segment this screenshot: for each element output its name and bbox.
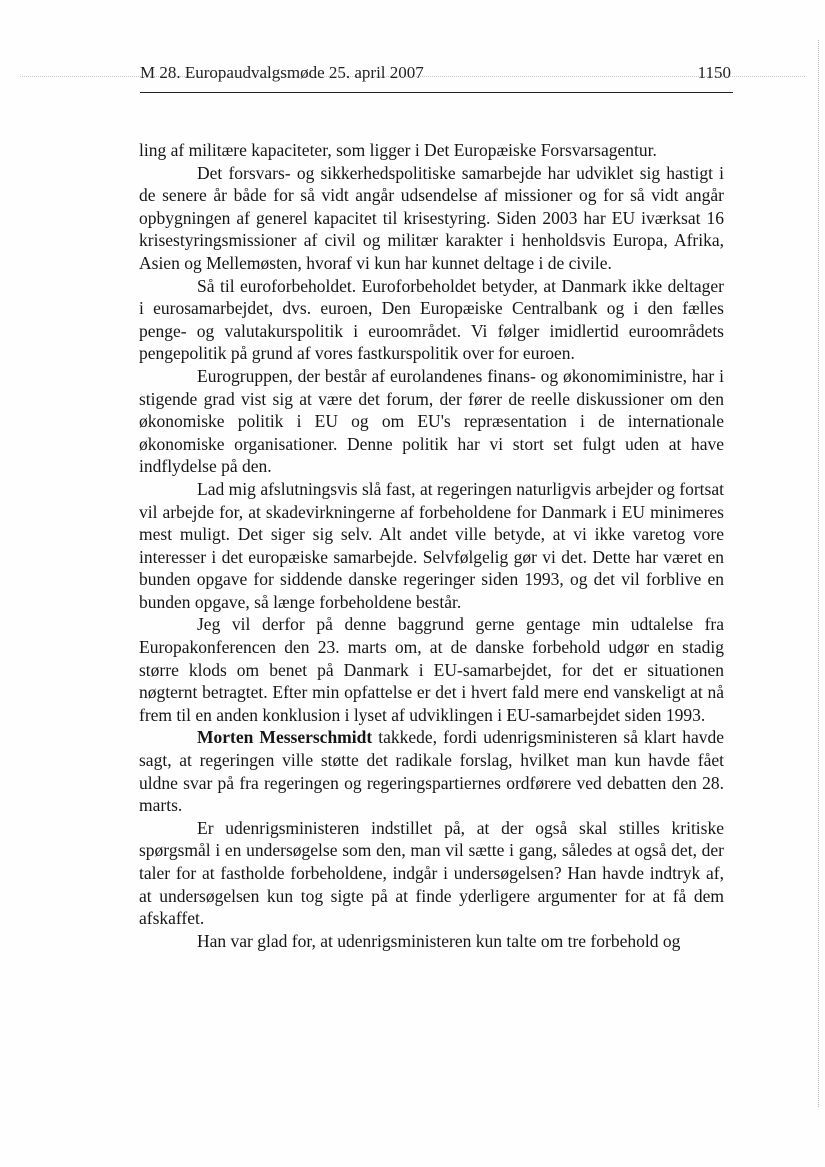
paragraph-text: Lad mig afslutningsvis slå fast, at regeringen naturligvis arbejder og fortsat vil arbejde for, at skadevirkningerne af forbeholdene for Danmark i EU minimeres mest muligt. Det siger sig selv. Alt andet ville betyde, at vi ikke varetog vore interesser i det europæiske samarbejde. Selvfølgelig gør vi det. Dette har været en bunden opgave for siddende danske regeringer siden 1993, og det vil forblive en bunden opgave, så længe forbeholdene består. xyxy=(139,478,724,612)
paragraph-text: takkede, fordi udenrigsministeren så klart havde sagt, at regeringen ville støtte det radikale forslag, hvilket man kun havde fået uldne svar på fra regeringen og regeringspartiernes ordførere ved debatten den 28. marts. xyxy=(139,727,724,816)
paragraph-text: Jeg vil derfor på denne baggrund gerne gentage min udtalelse fra Europakonferencen den 23. marts om, at de danske forbehold udgør en stadig større klods om benet på Danmark i EU-samarbejdet, for det er situationen nøgternt betragtet. Efter min opfattelse er det i hvert fald mere end vanskeligt at nå frem til en anden konklusion i lyset af udviklingen i EU-samarbejdet siden 1993. xyxy=(139,614,724,725)
paragraph-text: ling af militære kapaciteter, som ligger i Det Europæiske Forsvarsagentur. xyxy=(139,140,657,160)
paragraph-text: Så til euroforbeholdet. Euroforbeholdet betyder, at Danmark ikke deltager i eurosamarbejdet, dvs. euroen, Den Europæiske Centralbank og i den fælles penge- og valutakurspolitik i euroområdet. Vi følger imidlertid euroområdets pengepolitik på grund af vores fastkurspolitik over for euroen. xyxy=(139,275,724,364)
paragraph-text: Det forsvars- og sikkerhedspolitiske samarbejde har udviklet sig hastigt i de senere år både for så vidt angår udsendelse af missioner og for så vidt angår opbygningen af generel kapacitet til krisestyring. Siden 2003 har EU iværksat 16 krisestyringsmissioner af civil og militær karakter i henholdsvis Europa, Afrika, Asien og Mellemøsten, hvoraf vi kun har kunnet deltage i de civile. xyxy=(139,162,724,273)
paragraph xyxy=(139,930,724,953)
paragraph xyxy=(139,275,724,365)
paragraph xyxy=(139,817,724,930)
header-divider xyxy=(140,92,733,93)
paragraph-text: Eurogruppen, der består af eurolandenes finans- og økonomiministre, har i stigende grad vist sig at være det forum, der fører de reelle diskussioner om den økonomiske politik i EU og om EU's repræsentation i de internationale økonomiske organisationer. Denne politik har vi stort set fulgt uden at have indflydelse på den. xyxy=(139,365,724,477)
paragraph xyxy=(139,162,724,275)
paragraph-text: Han var glad for, at udenrigsministeren kun talte om tre forbehold og xyxy=(197,930,681,951)
paragraph-text: Er udenrigsministeren indstillet på, at der også skal stilles kritiske spørgsmål i en undersøgelse som den, man vil sætte i gang, således at også det, der taler for at fastholde forbeholdene, indgår i undersøgelsen? Han havde indtryk af, at undersøgelsen kun tog sigte på at finde yderligere argumenter for at få dem afskaffet. xyxy=(139,817,724,929)
paragraph xyxy=(139,365,724,478)
header-title: M 28. Europaudvalgsmøde 25. april 2007 xyxy=(140,63,424,82)
paragraph xyxy=(139,726,724,816)
paragraph xyxy=(139,478,724,614)
document-body xyxy=(139,139,724,952)
paragraph xyxy=(139,613,724,726)
scan-edge-artifact xyxy=(818,40,819,1107)
page-header xyxy=(140,62,733,84)
paragraph xyxy=(139,139,724,162)
page-number: 1150 xyxy=(697,63,731,82)
speaker-name: Morten Messerschmidt xyxy=(197,727,373,748)
